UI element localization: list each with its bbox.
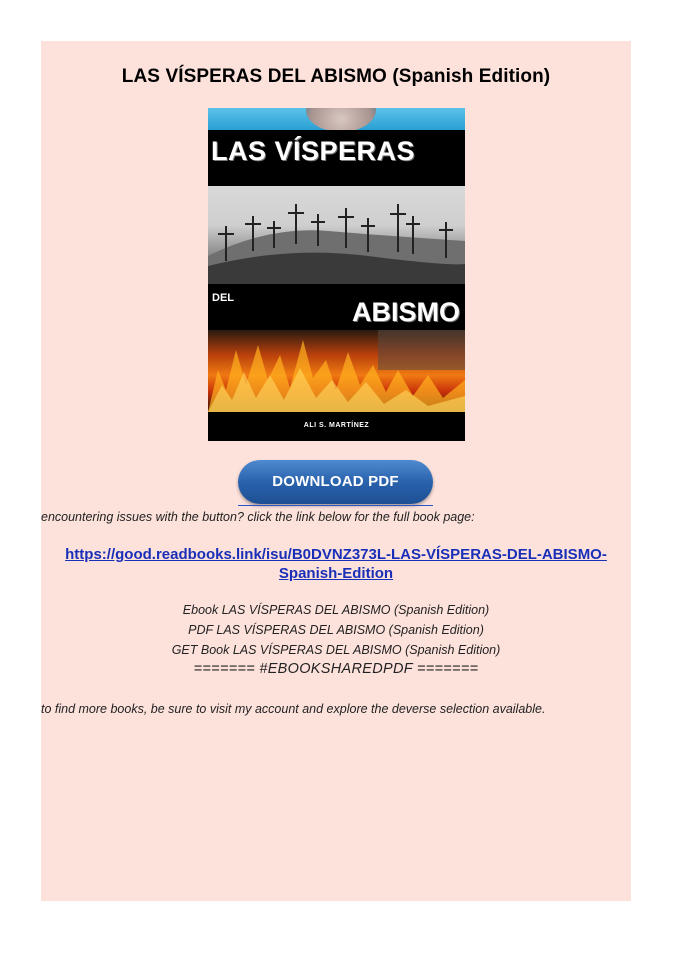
download-link-underline <box>238 505 433 506</box>
cover-face-illustration <box>306 108 376 130</box>
more-books-note: to find more books, be sure to visit my account and explore the deverse selection available. <box>41 702 546 716</box>
format-list <box>41 600 631 660</box>
book-page-link-line1[interactable]: https://good.readbooks.link/isu/B0DVNZ373L-LAS-VÍSPERAS-DEL-ABISMO- <box>65 546 607 563</box>
cover-title-band <box>208 130 465 186</box>
document-page <box>41 41 631 901</box>
book-page-link-line2[interactable]: Spanish-Edition <box>278 565 394 582</box>
cover-author-band <box>208 412 465 441</box>
cover-face-strip <box>208 108 465 130</box>
cover-title-del: DEL <box>212 292 234 304</box>
hashtag-line: ======= #EBOOKSHAREDPDF ======= <box>193 661 479 677</box>
book-page-link[interactable] <box>41 545 631 583</box>
format-pdf: PDF LAS VÍSPERAS DEL ABISMO (Spanish Edition) <box>188 623 484 637</box>
book-cover-image <box>208 108 465 441</box>
cover-title-line2: ABISMO <box>352 297 460 327</box>
cover-title-line1: LAS VÍSPERAS <box>211 136 416 166</box>
page-title: LAS VÍSPERAS DEL ABISMO (Spanish Edition) <box>121 66 551 87</box>
format-ebook: Ebook LAS VÍSPERAS DEL ABISMO (Spanish Edition) <box>182 603 490 617</box>
button-help-note: encountering issues with the button? click the link below for the full book page: <box>41 510 475 524</box>
fire-graphic <box>208 330 465 412</box>
cover-subtitle-band <box>208 284 465 330</box>
cover-fire-photo <box>208 330 465 412</box>
download-pdf-button[interactable]: DOWNLOAD PDF <box>238 460 433 504</box>
crosses-hillside-graphic <box>208 186 465 284</box>
cover-crosses-photo <box>208 186 465 284</box>
cover-author: ALI S. MARTÍNEZ <box>303 422 370 429</box>
format-get-book: GET Book LAS VÍSPERAS DEL ABISMO (Spanish Edition) <box>171 643 501 657</box>
